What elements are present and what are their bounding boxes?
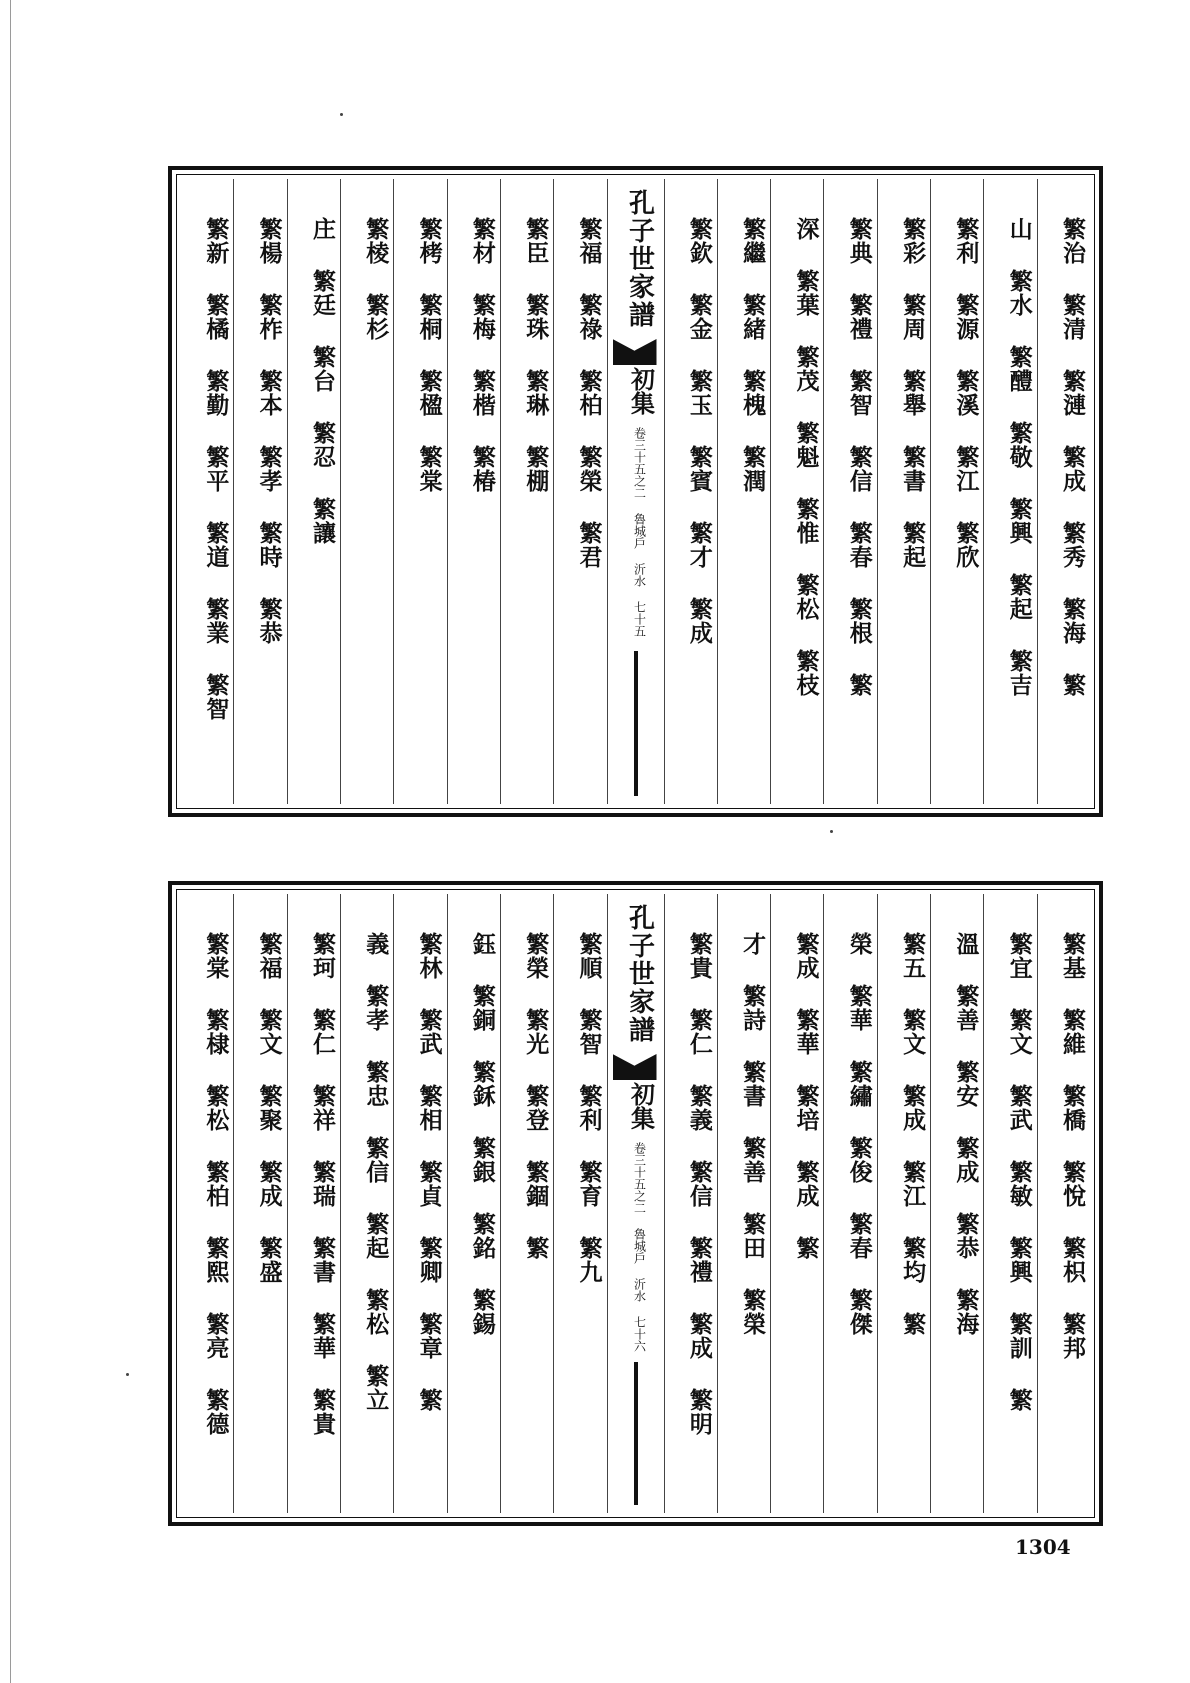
scan-speck	[830, 830, 833, 833]
fold-bar	[634, 651, 638, 796]
book-title: 孔子世家譜	[624, 189, 655, 329]
text-column: 繁栲 繁桐 繁楹 繁棠	[394, 179, 447, 804]
volume-label: 初集	[626, 1082, 656, 1130]
text-column: 繁彩 繁周 繁舉 繁書 繁起	[878, 179, 931, 804]
text-column: 繁成 繁華 繁培 繁成 繁	[771, 894, 824, 1513]
text-column: 義 繁孝 繁忠 繁信 繁起 繁松 繁立	[341, 894, 394, 1513]
fold-bar	[634, 1362, 638, 1505]
page-center-fold	[608, 179, 665, 804]
text-column: 繁棱 繁杉	[341, 179, 394, 804]
text-column: 鈺 繁銅 繁鉌 繁銀 繁銘 繁錫	[448, 894, 501, 1513]
text-column: 溫 繁善 繁安 繁成 繁恭 繁海	[931, 894, 984, 1513]
book-title: 孔子世家譜	[624, 904, 655, 1044]
text-column: 榮 繁華 繁繡 繁俊 繁春 繁傑	[824, 894, 877, 1513]
text-column: 繁繼 繁緒 繁槐 繁潤	[718, 179, 771, 804]
top-page-frame	[168, 166, 1103, 817]
volume-label: 初集	[626, 367, 656, 415]
text-column: 繁欽 繁金 繁玉 繁賓 繁才 繁成	[665, 179, 718, 804]
chapter-info: 卷三十五之二 魯城戶 沂水 七十六	[632, 1142, 647, 1352]
text-column: 深 繁葉 繁茂 繁魁 繁惟 繁松 繁枝	[771, 179, 824, 804]
chapter-info: 卷三十五之二 魯城戶 沂水 七十五	[632, 427, 647, 637]
text-column: 繁典 繁禮 繁智 繁信 繁春 繁根 繁	[824, 179, 877, 804]
page-center-fold	[608, 894, 665, 1513]
fishtail-mark-icon	[613, 1054, 657, 1080]
text-column: 繁珂 繁仁 繁祥 繁瑞 繁書 繁華 繁貴	[288, 894, 341, 1513]
text-column: 繁新 繁橘 繁勤 繁平 繁道 繁業 繁智	[181, 179, 234, 804]
page-edge-line	[10, 0, 11, 1683]
text-column: 繁福 繁文 繁聚 繁成 繁盛	[234, 894, 287, 1513]
page-number: 1304	[1015, 1535, 1071, 1559]
text-column: 繁楊 繁柞 繁本 繁孝 繁時 繁恭	[234, 179, 287, 804]
text-column: 庄 繁廷 繁台 繁忍 繁讓	[288, 179, 341, 804]
text-column: 繁順 繁智 繁利 繁育 繁九	[554, 894, 607, 1513]
text-column: 才 繁詩 繁書 繁善 繁田 繁榮	[718, 894, 771, 1513]
top-page-columns	[181, 179, 1090, 804]
text-column: 繁五 繁文 繁成 繁江 繁均 繁	[878, 894, 931, 1513]
text-column: 繁材 繁梅 繁楷 繁椿	[448, 179, 501, 804]
text-column: 繁利 繁源 繁溪 繁江 繁欣	[931, 179, 984, 804]
text-column: 繁林 繁武 繁相 繁貞 繁卿 繁章 繁	[394, 894, 447, 1513]
text-column: 繁宜 繁文 繁武 繁敏 繁興 繁訓 繁	[984, 894, 1037, 1513]
text-column: 繁棠 繁棣 繁松 繁柏 繁熙 繁亮 繁德	[181, 894, 234, 1513]
text-column: 繁貴 繁仁 繁義 繁信 繁禮 繁成 繁明	[665, 894, 718, 1513]
scan-speck	[126, 1373, 129, 1376]
text-column: 繁治 繁清 繁漣 繁成 繁秀 繁海 繁	[1059, 217, 1086, 697]
text-column: 繁基 繁維 繁橋 繁悅 繁枳 繁邦	[1059, 932, 1086, 1360]
text-column: 山 繁水 繁醴 繁敬 繁興 繁起 繁吉	[984, 179, 1037, 804]
bottom-page-frame	[168, 881, 1103, 1526]
fishtail-mark-icon	[613, 339, 657, 365]
text-column: 繁臣 繁珠 繁琳 繁棚	[501, 179, 554, 804]
text-column: 繁榮 繁光 繁登 繁錮 繁	[501, 894, 554, 1513]
text-column: 繁福 繁祿 繁柏 繁榮 繁君	[554, 179, 607, 804]
bottom-page-columns	[181, 894, 1090, 1513]
scan-speck	[340, 113, 343, 116]
